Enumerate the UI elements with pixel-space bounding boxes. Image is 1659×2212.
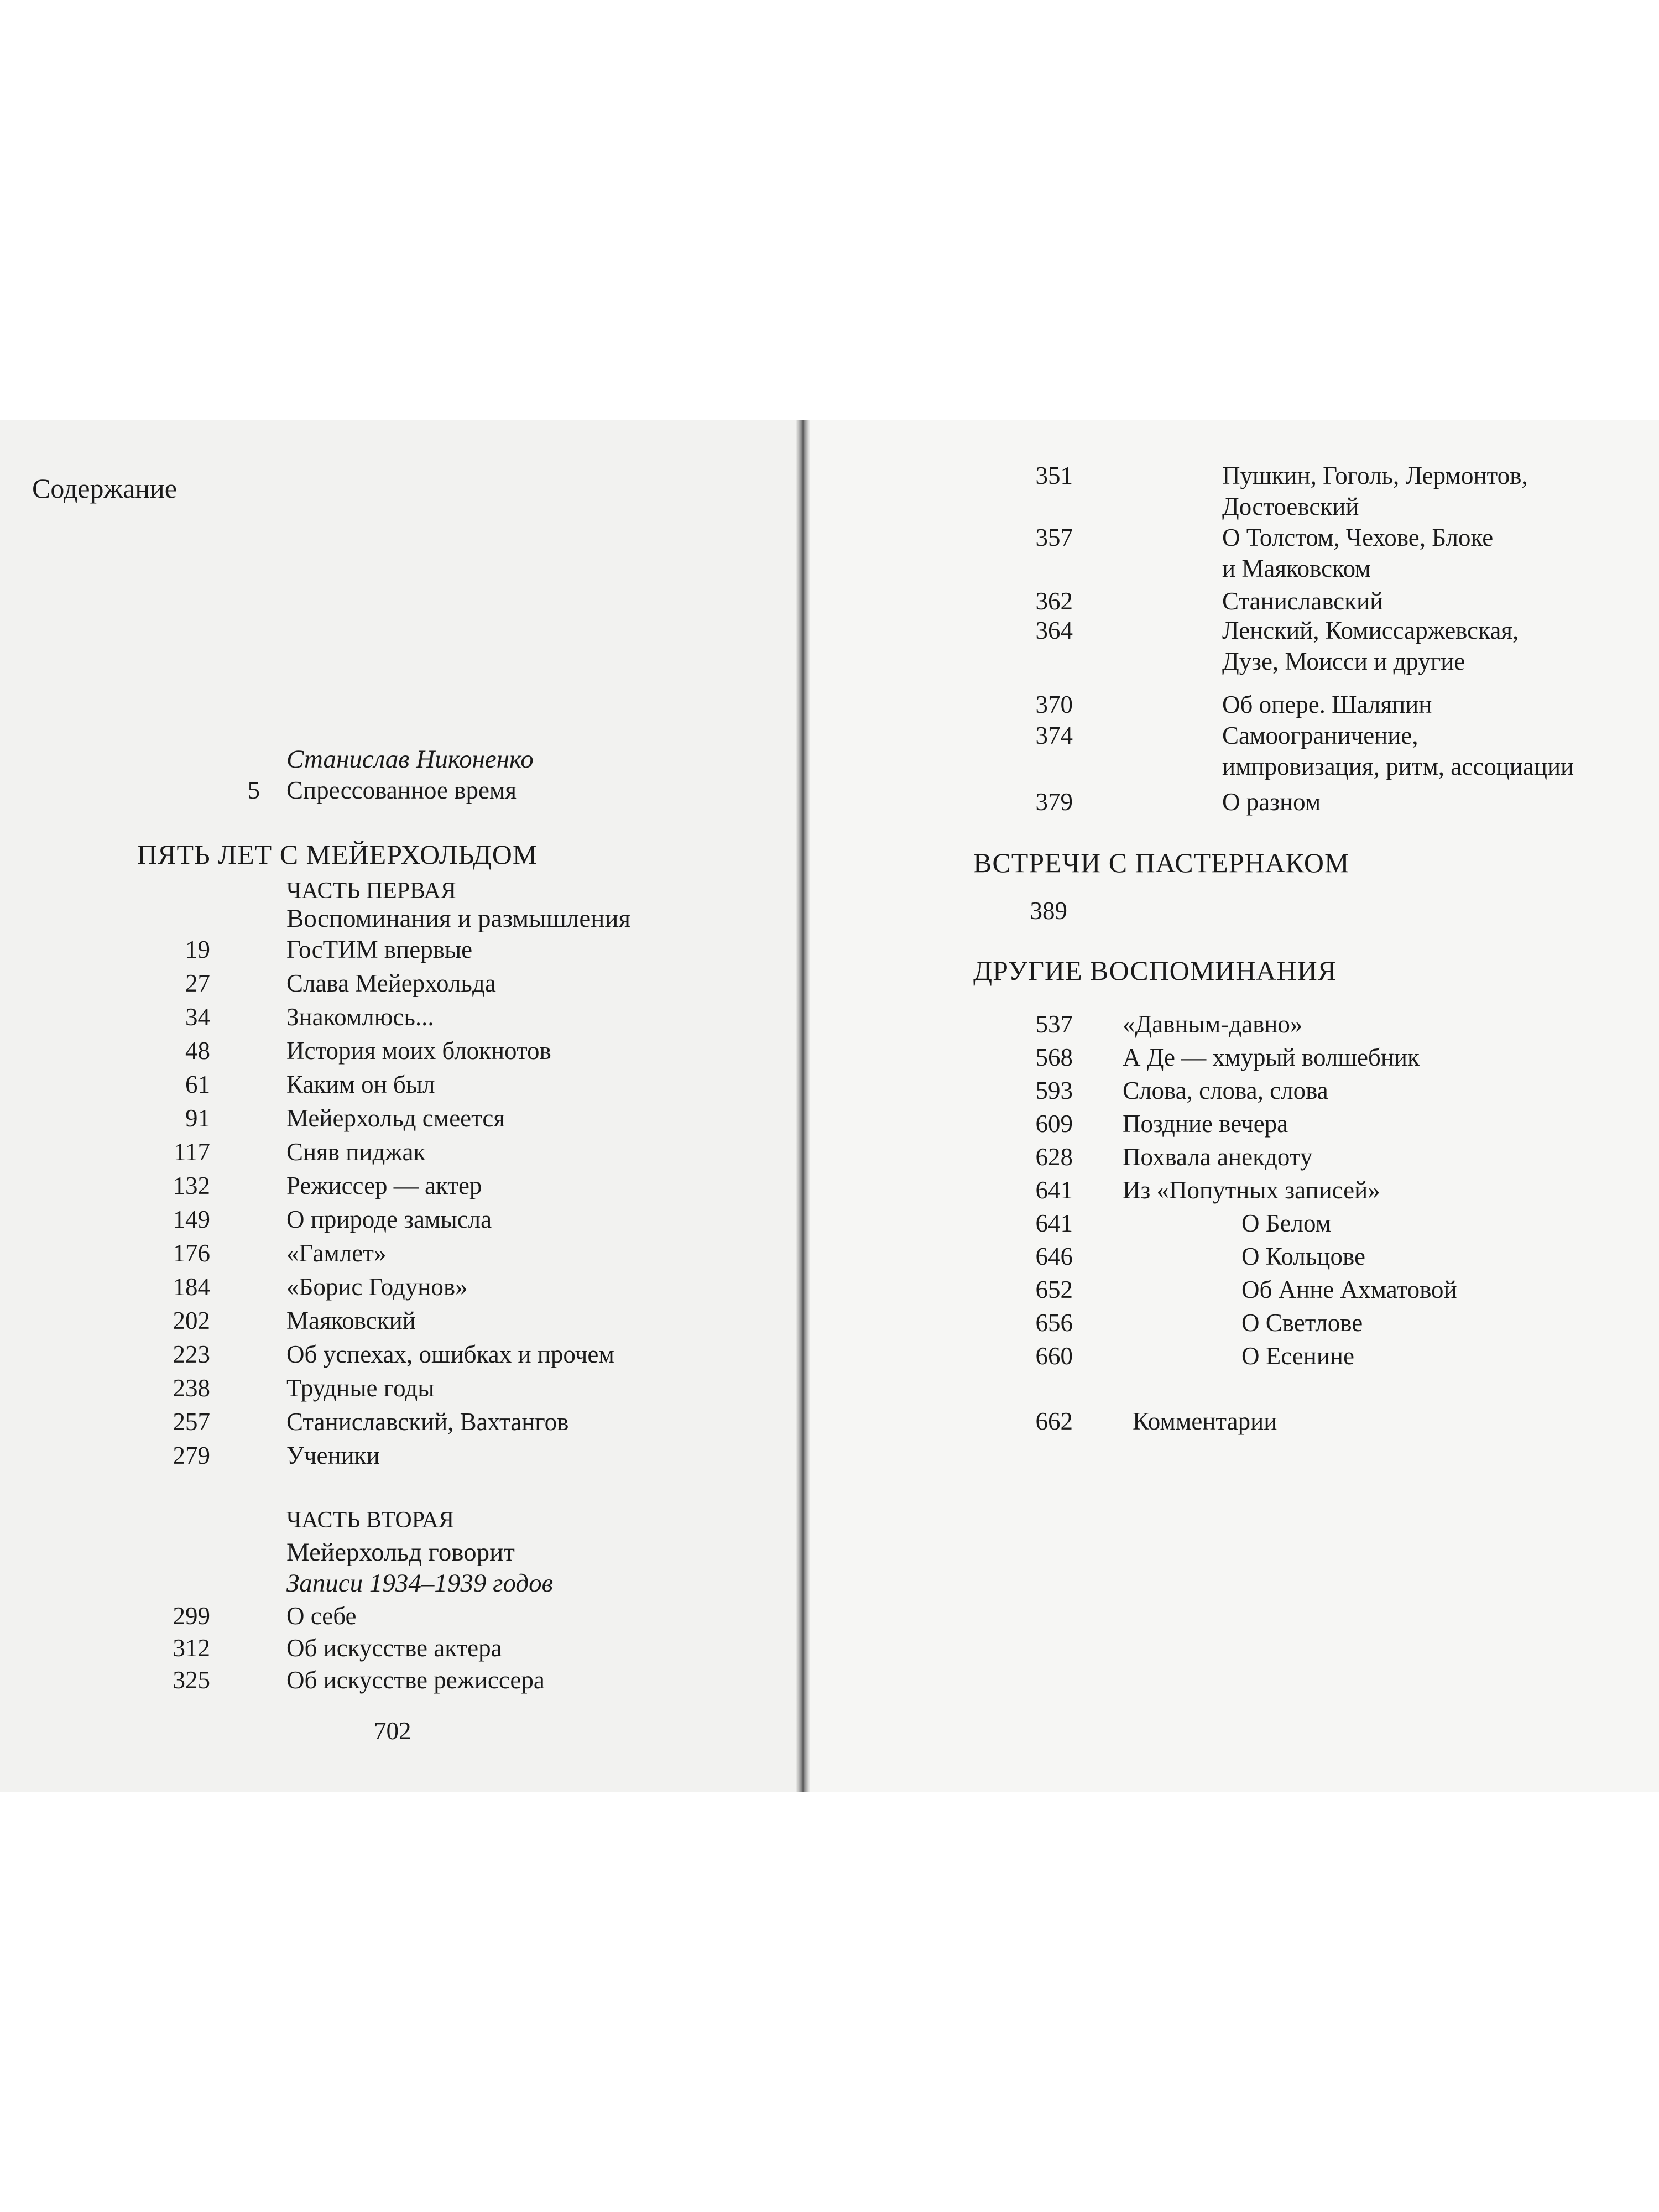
intro-page-number: 5 [247, 776, 260, 804]
toc-page-number: 325 [173, 1666, 210, 1694]
toc-entry-title: О природе замысла [286, 1206, 492, 1233]
toc-page-number: 149 [173, 1206, 210, 1233]
toc-entry-title: Достоевский [1222, 493, 1359, 520]
toc-page-number: 117 [174, 1138, 210, 1166]
toc-entry-title: импровизация, ритм, ассоциации [1222, 753, 1574, 780]
toc-page-number: 132 [173, 1172, 210, 1199]
toc-page-number: 27 [185, 969, 210, 997]
toc-entry-title: О Кольцове [1241, 1243, 1365, 1270]
toc-entry-title: Каким он был [286, 1071, 435, 1098]
pasternak-page-number: 389 [1030, 897, 1067, 925]
toc-page-number: 628 [1035, 1143, 1073, 1171]
book-gutter [796, 420, 810, 1792]
toc-entry-title: Дузе, Моисси и другие [1222, 648, 1465, 675]
toc-page-number: 379 [1035, 788, 1073, 816]
toc-page-number: 61 [185, 1071, 210, 1098]
toc-entry-title: Из «Попутных записей» [1123, 1176, 1380, 1204]
toc-entry-title: «Борис Годунов» [286, 1273, 468, 1301]
toc-entry-title: Станиславский [1222, 587, 1384, 615]
part-two-subtitle: Мейерхольд говорит [286, 1538, 515, 1567]
section-title-pasternak: ВСТРЕЧИ С ПАСТЕРНАКОМ [973, 847, 1350, 878]
part-one-subtitle: Воспоминания и размышления [286, 904, 631, 933]
toc-page-number: 656 [1035, 1309, 1073, 1337]
toc-page-number: 357 [1035, 524, 1073, 551]
page-shadow [0, 2146, 1659, 2212]
toc-page-number: 223 [173, 1340, 210, 1368]
toc-page-number: 257 [173, 1408, 210, 1436]
toc-page-number: 364 [1035, 617, 1073, 644]
toc-page-number: 646 [1035, 1243, 1073, 1270]
toc-entry-title: Слава Мейерхольда [286, 969, 496, 997]
part-two-subtitle-italic: Записи 1934–1939 годов [286, 1569, 554, 1598]
intro-author: Станислав Никоненко [286, 745, 534, 774]
toc-page-number: 374 [1035, 722, 1073, 749]
toc-page-number: 609 [1035, 1110, 1073, 1138]
toc-entry-title: Слова, слова, слова [1123, 1077, 1328, 1104]
part-one-title: ЧАСТЬ ПЕРВАЯ [286, 878, 456, 904]
toc-entry-title: О себе [286, 1602, 357, 1630]
toc-page-number: 299 [173, 1602, 210, 1630]
toc-page-number: 202 [173, 1307, 210, 1334]
toc-entry-title: О Есенине [1241, 1342, 1354, 1370]
toc-entry-title: Сняв пиджак [286, 1138, 426, 1166]
comments-page-number: 662 [1035, 1407, 1073, 1435]
toc-page-number: 362 [1035, 587, 1073, 615]
toc-page-number: 641 [1035, 1176, 1073, 1204]
toc-entry-title: Знакомлюсь... [286, 1003, 434, 1031]
page-folio: 702 [374, 1717, 411, 1745]
toc-entry-title: Ученики [286, 1442, 380, 1469]
toc-entry-title: Трудные годы [286, 1374, 435, 1402]
toc-page-number: 48 [185, 1037, 210, 1065]
toc-page-number: 568 [1035, 1044, 1073, 1071]
toc-entry-title: О Белом [1241, 1209, 1332, 1237]
toc-entry-title: Об искусстве актера [286, 1634, 502, 1662]
toc-page-number: 279 [173, 1442, 210, 1469]
toc-page-number: 652 [1035, 1276, 1073, 1303]
toc-entry-title: О разном [1222, 788, 1321, 816]
section-title-meyerhold: ПЯТЬ ЛЕТ С МЕЙЕРХОЛЬДОМ [137, 839, 538, 870]
toc-entry-title: Об успехах, ошибках и прочем [286, 1340, 614, 1368]
toc-entry-title: Мейерхольд смеется [286, 1104, 505, 1132]
part-two-title: ЧАСТЬ ВТОРАЯ [286, 1507, 455, 1533]
toc-entry-title: Об Анне Ахматовой [1241, 1276, 1457, 1303]
toc-entry-title: Самоограничение, [1222, 722, 1418, 749]
toc-page-number: 176 [173, 1239, 210, 1267]
toc-page-number: 238 [173, 1374, 210, 1402]
toc-page-number: 19 [185, 936, 210, 963]
toc-page-number: 641 [1035, 1209, 1073, 1237]
toc-entry-title: Поздние вечера [1123, 1110, 1288, 1138]
right-page [803, 420, 1659, 1792]
toc-entry-title: ГосТИМ впервые [286, 936, 473, 963]
toc-entry-title: Ленский, Комиссаржевская, [1222, 617, 1519, 644]
toc-entry-title: А Де — хмурый волшебник [1123, 1044, 1420, 1071]
toc-page-number: 660 [1035, 1342, 1073, 1370]
toc-entry-title: О Светлове [1241, 1309, 1363, 1337]
intro-title: Спрессованное время [286, 776, 517, 804]
toc-entry-title: Режиссер — актер [286, 1172, 482, 1199]
toc-page-number: 370 [1035, 691, 1073, 718]
toc-entry-title: О Толстом, Чехове, Блоке [1222, 524, 1494, 551]
toc-page-number: 91 [185, 1104, 210, 1132]
toc-entry-title: Похвала анекдоту [1123, 1143, 1313, 1171]
toc-page-number: 537 [1035, 1010, 1073, 1038]
toc-page-number: 593 [1035, 1077, 1073, 1104]
toc-page-number: 184 [173, 1273, 210, 1301]
section-title-other-memoirs: ДРУГИЕ ВОСПОМИНАНИЯ [973, 955, 1337, 986]
toc-page-number: 351 [1035, 462, 1073, 489]
contents-title: Содержание [32, 473, 177, 504]
toc-entry-title: Об опере. Шаляпин [1222, 691, 1432, 718]
toc-entry-title: Об искусстве режиссера [286, 1666, 545, 1694]
book-spread [0, 420, 1659, 1792]
comments-title: Комментарии [1133, 1407, 1277, 1435]
toc-page-number: 312 [173, 1634, 210, 1662]
toc-entry-title: «Давным-давно» [1123, 1010, 1303, 1038]
toc-entry-title: История моих блокнотов [286, 1037, 551, 1065]
toc-page-number: 34 [185, 1003, 210, 1031]
toc-entry-title: Станиславский, Вахтангов [286, 1408, 569, 1436]
toc-entry-title: Пушкин, Гоголь, Лермонтов, [1222, 462, 1528, 489]
left-page [0, 420, 803, 1792]
toc-entry-title: «Гамлет» [286, 1239, 387, 1267]
toc-entry-title: и Маяковском [1222, 555, 1371, 582]
toc-entry-title: Маяковский [286, 1307, 416, 1334]
